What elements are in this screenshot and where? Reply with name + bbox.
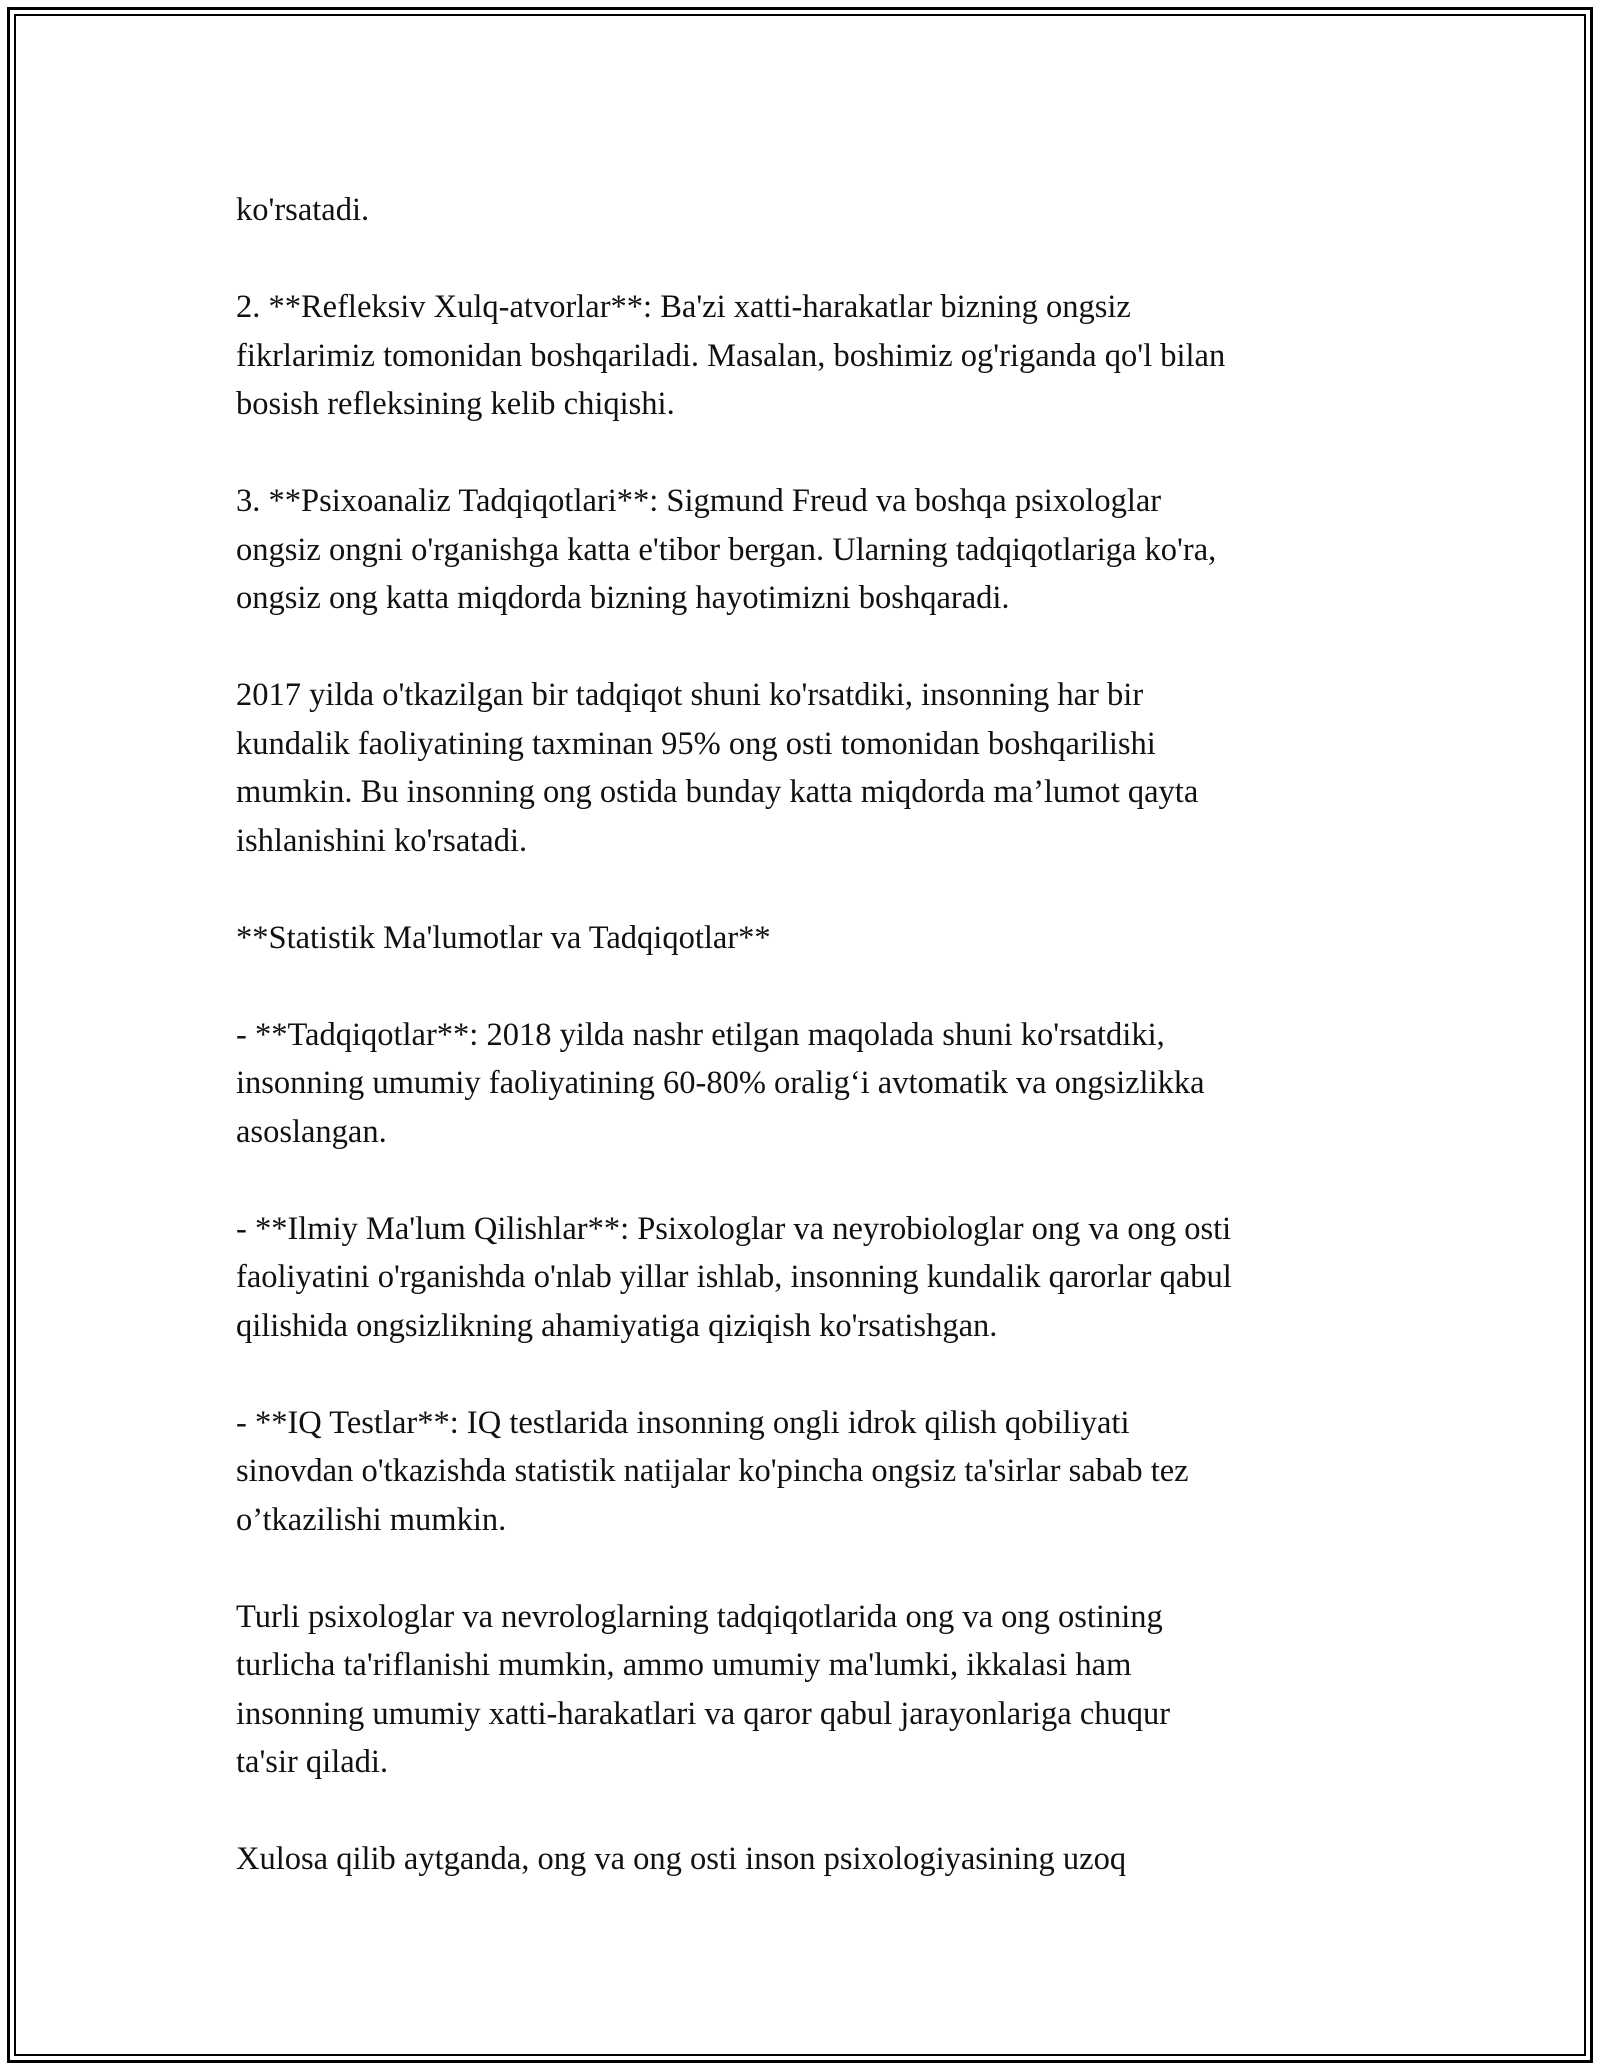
- text-line: faoliyatini o'rganishda o'nlab yillar ishlab, insonning kundalik qarorlar qabul: [236, 1259, 1232, 1295]
- paragraph-refleksiv: [236, 283, 1376, 429]
- text-line: Turli psixologlar va nevrologlarning tadqiqotlarida ong va ong ostining: [236, 1598, 1163, 1635]
- list-item-ilmiy: [236, 1205, 1376, 1351]
- text-line: fikrlarimiz tomonidan boshqariladi. Masalan, boshimiz og'riganda qo'l bilan: [236, 337, 1226, 374]
- paragraph-2017-study: [236, 671, 1376, 865]
- text-line: bosish refleksining kelib chiqishi.: [236, 386, 675, 422]
- text-line: sinovdan o'tkazishda statistik natijalar ko'pincha ongsiz ta'sirlar sabab tez: [236, 1453, 1189, 1489]
- text-line: ongsiz ong katta miqdorda bizning hayotimizni boshqaradi.: [236, 580, 1010, 616]
- text-line: kundalik faoliyatining taxminan 95% ong osti tomonidan boshqarilishi: [236, 725, 1156, 762]
- text-line: 2. **Refleksiv Xulq-atvorlar**: Ba'zi xatti-harakatlar bizning ongsiz: [236, 289, 1131, 325]
- text-line: o’tkazilishi mumkin.: [236, 1501, 507, 1538]
- paragraph-xulosa: [236, 1835, 1376, 1884]
- text-line: ta'sir qiladi.: [236, 1744, 389, 1780]
- document-body: [236, 186, 1376, 1932]
- text-line: ishlanishini ko'rsatadi.: [236, 822, 528, 859]
- text-line: - **IQ Testlar**: IQ testlarida insonning ongli idrok qilish qobiliyati: [236, 1404, 1130, 1441]
- paragraph-psixoanaliz: [236, 477, 1376, 623]
- text-line: qilishida ongsizlikning ahamiyatiga qiziqish ko'rsatishgan.: [236, 1307, 998, 1344]
- text-line: mumkin. Bu insonning ong ostida bunday katta miqdorda ma’lumot qayta: [236, 774, 1199, 810]
- text-line: - **Ilmiy Ma'lum Qilishlar**: Psixologlar va neyrobiologlar ong va ong osti: [236, 1210, 1232, 1247]
- paragraph-continuation: [236, 186, 1376, 235]
- list-item-iq-testlar: [236, 1399, 1376, 1545]
- text-line: insonning umumiy xatti-harakatlari va qaror qabul jarayonlariga chuqur: [236, 1695, 1171, 1732]
- text-line: 3. **Psixoanaliz Tadqiqotlari**: Sigmund Freud va boshqa psixologlar: [236, 483, 1162, 519]
- paragraph-turli-psixologlar: [236, 1593, 1376, 1787]
- text-line: turlicha ta'riflanishi mumkin, ammo umumiy ma'lumki, ikkalasi ham: [236, 1647, 1132, 1683]
- section-heading-statistik: [236, 914, 1376, 963]
- text-line: Xulosa qilib aytganda, ong va ong osti inson psixologiyasining uzoq: [236, 1841, 1127, 1877]
- text-line: ongsiz ongni o'rganishga katta e'tibor bergan. Ularning tadqiqotlariga ko'ra,: [236, 531, 1217, 568]
- text-line: - **Tadqiqotlar**: 2018 yilda nashr etilgan maqolada shuni ko'rsatdiki,: [236, 1016, 1165, 1053]
- text-line: 2017 yilda o'tkazilgan bir tadqiqot shuni ko'rsatdiki, insonning har bir: [236, 677, 1144, 713]
- text-line: asoslangan.: [236, 1113, 387, 1150]
- text-line: ko'rsatadi.: [236, 192, 370, 228]
- text-line: insonning umumiy faoliyatining 60-80% oralig‘i avtomatik va ongsizlikka: [236, 1065, 1205, 1101]
- list-item-tadqiqotlar: [236, 1011, 1376, 1157]
- text-line: **Statistik Ma'lumotlar va Tadqiqotlar**: [236, 919, 771, 956]
